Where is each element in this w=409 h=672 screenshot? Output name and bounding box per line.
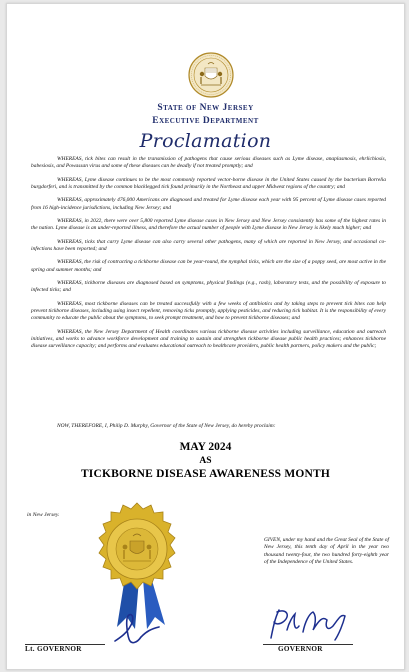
- given-clause: GIVEN, under my hand and the Great Seal of the State of New Jersey, this tenth day of April in the year two thousand twenty-four, the two hundred forty-eighth year of the Independence of the United States.: [264, 537, 389, 565]
- governor-signature-icon: [265, 604, 355, 646]
- department-heading: Executive Department: [152, 116, 259, 126]
- whereas-paragraph: WHEREAS, most tickborne diseases can be treated successfully with a few weeks of antibiotics and by taking steps to prevent tick bites can help prevent tickborne diseases, including using insect repellent, removing ticks promptly, applying pesticides, and reducing tick habitat. It is the responsibility of every community to educate the public about the symptoms, to seek prompt treatment, and how to prevent tickborne diseases; and: [31, 300, 386, 322]
- proclaim-event: TICKBORNE DISEASE AWARENESS MONTH: [80, 468, 331, 480]
- proclamation-title: Proclamation: [139, 130, 272, 152]
- whereas-paragraph: WHEREAS, the New Jersey Department of Health coordinates various tickborne disease activities including surveillance, education and outreach initiatives, and works to advance workforce development and training to sustain and strengthen tickborne disease public health practices; enhances tickborne disease surveillance capacity; and performs and evaluates educational outreach to healthcare providers, public health partners, policy makers and the public;: [31, 328, 386, 349]
- proclaim-month: MAY 2024: [179, 441, 232, 453]
- proclamation-page: [6, 3, 405, 670]
- lt-governor-signature-icon: [107, 607, 167, 647]
- whereas-paragraph: WHEREAS, the risk of contracting a tickborne disease can be year-round, the nymphal ticks, which are the size of a poppy seed, are most active in the spring and summer months; and: [31, 259, 386, 273]
- proclaim-as: AS: [199, 456, 212, 466]
- whereas-paragraph: WHEREAS, in 2022, there were over 5,800 reported Lyme disease cases in New Jersey and New Jersey consistently has some of the highest rates in the nation. Lyme disease is an under-reported illness, and therefore the actual number of people with Lyme disease in New Jersey is likely much higher; and: [31, 218, 386, 232]
- in-new-jersey-text: in New Jersey.: [27, 512, 60, 518]
- whereas-paragraph: WHEREAS, approximately 476,000 Americans are diagnosed and treated for Lyme disease each year with 95 percent of Lyme disease cases reported from 16 high-incidence jurisdictions, including New Jersey; and: [31, 197, 386, 211]
- state-heading: State of New Jersey: [157, 103, 254, 113]
- state-seal-icon: [188, 52, 234, 98]
- whereas-paragraph: WHEREAS, ticks that carry Lyme disease can also carry several other pathogens, many of which are reported in New Jersey, and occasional co-infections have been reported; and: [31, 238, 386, 252]
- whereas-paragraph: WHEREAS, tick bites can result in the transmission of pathogens that cause serious diseases such as Lyme disease, anaplasmosis, ehrlichiosis, babesiosis, and Powassan virus and some of these diseases can be deadly if not treated promptly; and: [31, 156, 386, 170]
- whereas-paragraph: WHEREAS, Lyme disease continues to be the most commonly reported vector-borne disease in the United States caused by the bacterium Borrelia burgdorferi, and is transmitted by the common blacklegged tick found primarily in the Northeast and upper Midwest regions of the country; and: [31, 176, 386, 190]
- whereas-clauses: [31, 156, 386, 356]
- lt-governor-label: Lt. GOVERNOR: [25, 645, 82, 653]
- governor-label: GOVERNOR: [278, 645, 323, 653]
- whereas-paragraph: WHEREAS, tickborne diseases are diagnosed based on symptoms, physical findings (e.g., rash), laboratory tests, and the possibility of exposure to infected ticks; and: [31, 280, 386, 294]
- now-therefore-clause: NOW, THEREFORE, I, Philip D. Murphy, Governor of the State of New Jersey, do hereby proclaim:: [57, 423, 276, 429]
